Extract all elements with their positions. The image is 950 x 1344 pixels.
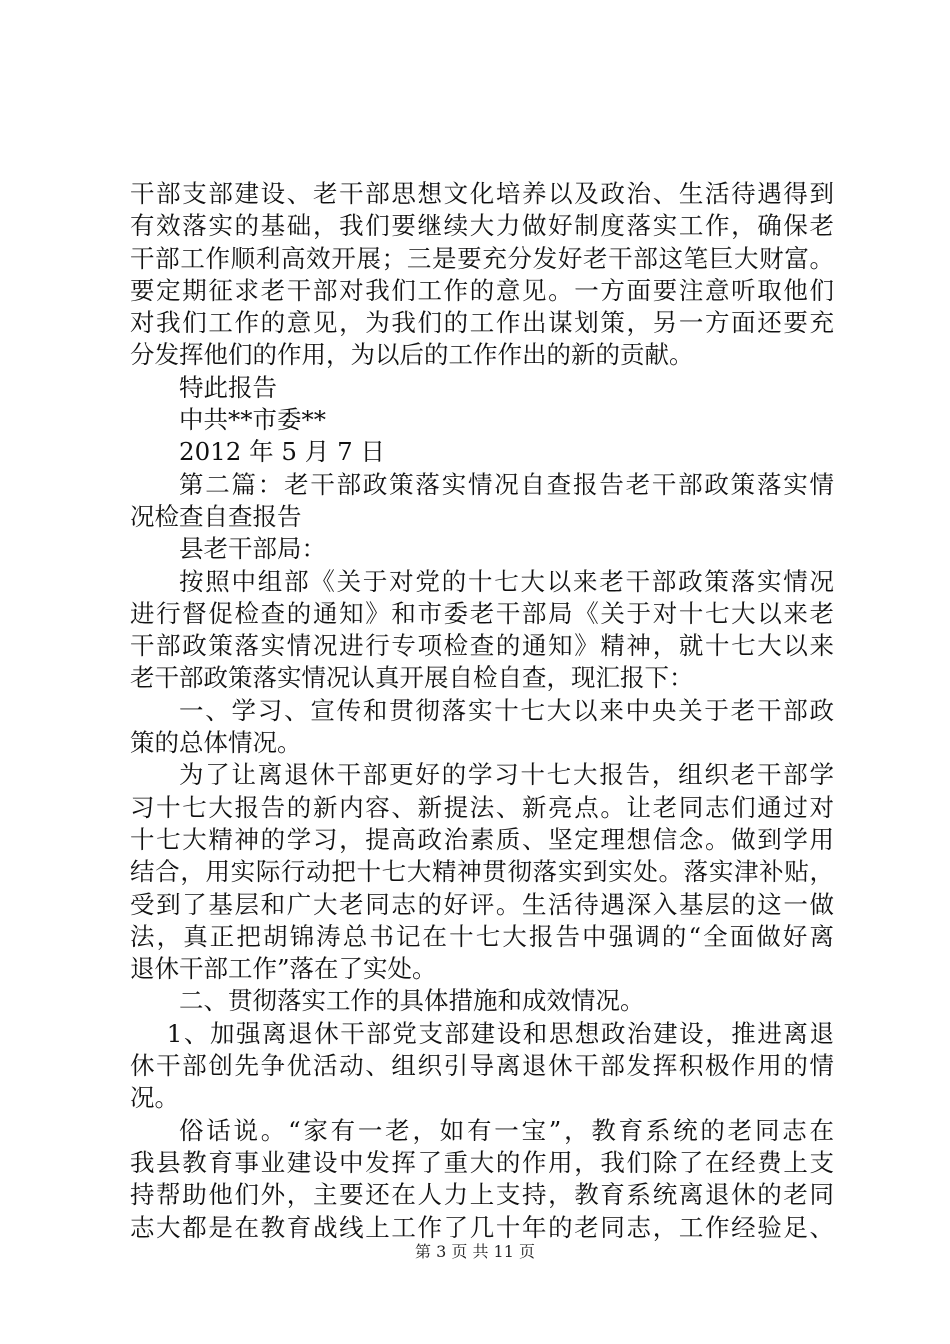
text-line: 对我们工作的意见，为我们的工作出谋划策，另一方面还要充 [130,308,834,338]
text-line: 1、加强离退休干部党支部建设和思想政治建设，推进离退 [166,1018,834,1048]
text-line: 策的总体情况。 [130,728,302,758]
text-line: 进行督促检查的通知》和市委老干部局《关于对十七大以来老 [130,598,834,628]
text-line: 有效落实的基础，我们要继续大力做好制度落实工作，确保老 [130,211,834,241]
text-line: 结合，用实际行动把十七大精神贯彻落实到实处。落实津补贴， [130,857,834,887]
text-line: 特此报告 [179,372,277,402]
page-footer: 第 3 页 共 11 页 [415,1242,535,1261]
text-line: 县老干部局： [179,534,326,564]
text-line: 要定期征求老干部对我们工作的意见。一方面要注意听取他们 [130,275,834,305]
document-body [130,178,834,1244]
text-line: 2012 年 5 月 7 日 [179,437,385,467]
text-line: 干部工作顺利高效开展；三是要充分发好老干部这笔巨大财富。 [130,243,834,273]
text-line: 十七大精神的学习，提高政治素质、坚定理想信念。做到学用 [130,824,834,854]
text-line: 按照中组部《关于对党的十七大以来老干部政策落实情况 [179,566,834,596]
text-line: 第二篇：老干部政策落实情况自查报告老干部政策落实情 [179,469,834,499]
text-line: 况检查自查报告 [130,501,302,531]
text-line: 一、学习、宣传和贯彻落实十七大以来中央关于老干部政 [179,695,834,725]
text-line: 习十七大报告的新内容、新提法、新亮点。让老同志们通过对 [130,792,834,822]
text-line: 法，真正把胡锦涛总书记在十七大报告中强调的“全面做好离 [130,921,834,951]
text-line: 为了让离退休干部更好的学习十七大报告，组织老干部学 [179,760,834,790]
text-line: 分发挥他们的作用，为以后的工作作出的新的贡献。 [130,340,694,370]
text-line: 二、贯彻落实工作的具体措施和成效情况。 [179,986,645,1016]
text-line: 中共**市委** [179,405,326,435]
text-line: 志大都是在教育战线上工作了几十年的老同志，工作经验足、 [130,1212,834,1242]
text-line: 老干部政策落实情况认真开展自检自查，现汇报下： [130,663,694,693]
text-line: 持帮助他们外，主要还在人力上支持，教育系统离退休的老同 [130,1180,834,1210]
text-line: 休干部创先争优活动、组织引导离退休干部发挥积极作用的情 [130,1051,834,1081]
text-line: 我县教育事业建设中发挥了重大的作用，我们除了在经费上支 [130,1147,834,1177]
text-line: 干部支部建设、老干部思想文化培养以及政治、生活待遇得到 [130,179,834,208]
text-line: 况。 [130,1083,179,1113]
text-line: 退休干部工作”落在了实处。 [130,954,437,984]
text-line: 受到了基层和广大老同志的好评。生活待遇深入基层的这一做 [130,889,834,919]
text-line: 俗话说。“家有一老，如有一宝”，教育系统的老同志在 [179,1115,834,1145]
text-line: 干部政策落实情况进行专项检查的通知》精神，就十七大以来 [130,631,834,661]
